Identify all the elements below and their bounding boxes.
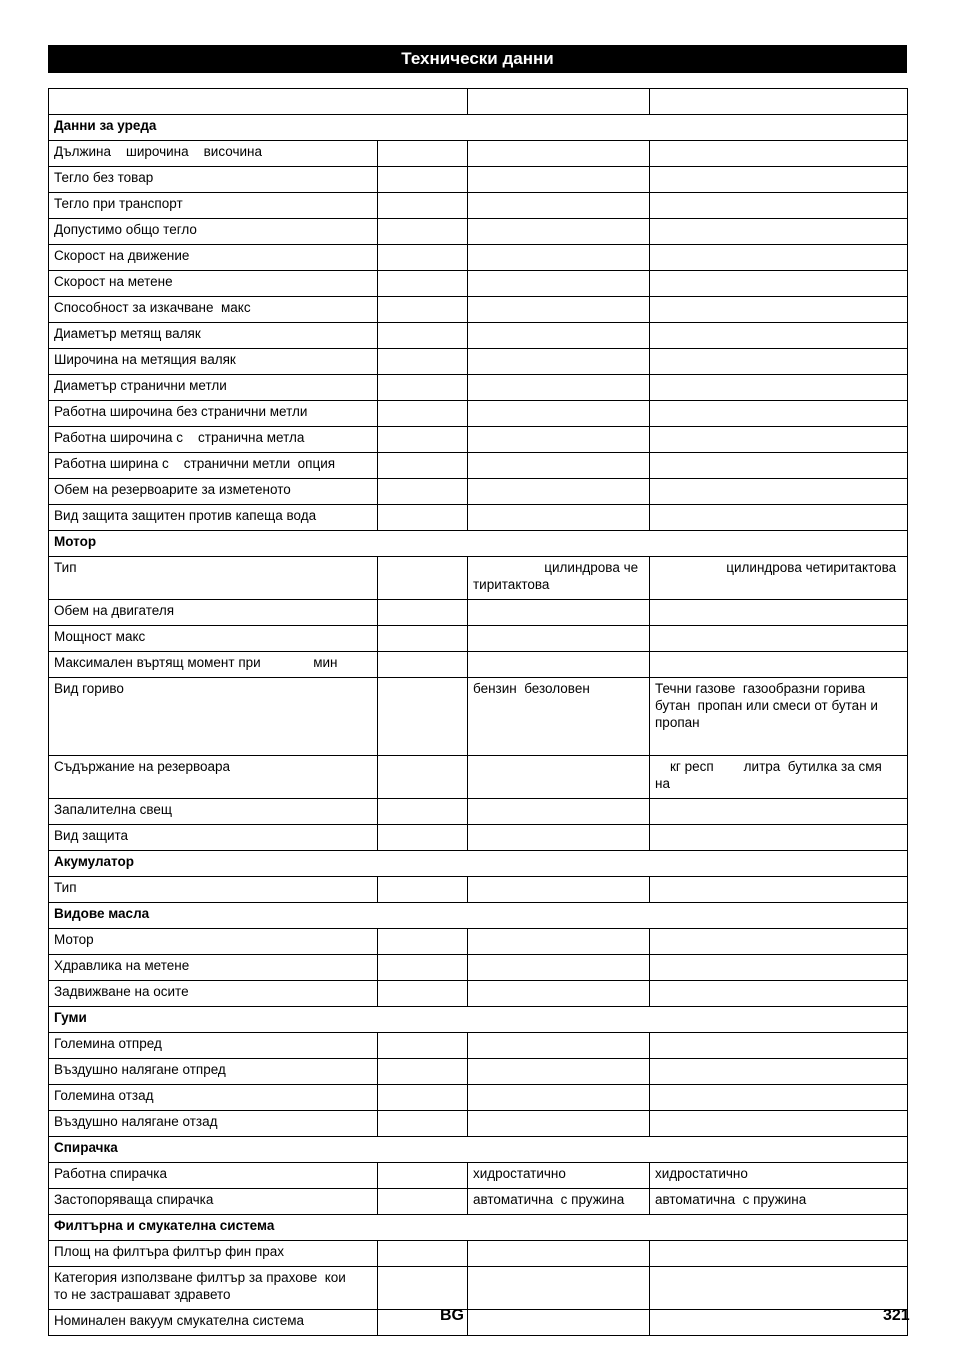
- section-header-row: [49, 1137, 908, 1163]
- spec-value-b: хидростатично: [650, 1163, 908, 1189]
- spec-unit: [378, 219, 468, 245]
- spec-unit: [378, 652, 468, 678]
- spec-value-b: [650, 141, 908, 167]
- spec-unit: [378, 271, 468, 297]
- spec-label: Тегло без товар: [49, 167, 378, 193]
- spec-label: Номинален вакуум смукателна система: [49, 1310, 378, 1336]
- spec-unit: [378, 1189, 468, 1215]
- spec-value-a: автоматична с пружина: [468, 1189, 650, 1215]
- table-row: [49, 626, 908, 652]
- spec-value-a: [468, 929, 650, 955]
- spec-label: Работна широчина с странична метла: [49, 427, 378, 453]
- spec-value-b: Течни газове газообразни горива бутан пропан или смеси от бутан и пропан: [650, 678, 908, 756]
- table-row: [49, 375, 908, 401]
- spec-value-a: [468, 479, 650, 505]
- spec-label: Вид гориво: [49, 678, 378, 756]
- table-row: [49, 505, 908, 531]
- table-row: [49, 1111, 908, 1137]
- spec-unit: [378, 1267, 468, 1310]
- spec-label: Хдравлика на метене: [49, 955, 378, 981]
- spec-value-a: [468, 297, 650, 323]
- spec-label: Големина отпред: [49, 1033, 378, 1059]
- table-row: [49, 193, 908, 219]
- spec-label: Работна широчина без странични метли: [49, 401, 378, 427]
- spec-value-b: [650, 427, 908, 453]
- spec-value-a: [468, 1310, 650, 1336]
- spec-unit: [378, 756, 468, 799]
- spec-value-a: [468, 401, 650, 427]
- spec-value-b: [650, 323, 908, 349]
- spec-label: Големина отзад: [49, 1085, 378, 1111]
- spec-unit: [378, 600, 468, 626]
- spec-label: Мотор: [49, 929, 378, 955]
- technical-data-body: [49, 89, 908, 1336]
- spec-value-b: [650, 219, 908, 245]
- spec-value-b: цилиндрова четиритактова: [650, 557, 908, 600]
- spec-value-b: [650, 652, 908, 678]
- spec-value-a: [468, 955, 650, 981]
- spec-unit: [378, 427, 468, 453]
- section-header-row: [49, 903, 908, 929]
- spec-value-a: [468, 245, 650, 271]
- spec-unit: [378, 401, 468, 427]
- spec-value-a: [468, 1267, 650, 1310]
- spec-label: Скорост на движение: [49, 245, 378, 271]
- spec-label: Работна спирачка: [49, 1163, 378, 1189]
- spec-value-a: [468, 271, 650, 297]
- spec-value-b: [650, 877, 908, 903]
- spec-label: Вид защита: [49, 825, 378, 851]
- table-row: [49, 652, 908, 678]
- spec-value-a: [468, 349, 650, 375]
- spec-label: Съдържание на резервоара: [49, 756, 378, 799]
- spec-value-b: [650, 1059, 908, 1085]
- table-row: [49, 981, 908, 1007]
- table-row: [49, 401, 908, 427]
- spec-label: Вид защита защитен против капеща вода: [49, 505, 378, 531]
- table-row: [49, 141, 908, 167]
- table-row: [49, 557, 908, 600]
- spec-value-a: цилиндрова че тиритактова: [468, 557, 650, 600]
- spec-unit: [378, 375, 468, 401]
- spec-unit: [378, 825, 468, 851]
- spec-label: Въздушно налягане отзад: [49, 1111, 378, 1137]
- language-code: BG: [440, 1307, 464, 1324]
- spec-value-b: [650, 1085, 908, 1111]
- table-row: [49, 349, 908, 375]
- spec-label: Максимален въртящ момент при мин: [49, 652, 378, 678]
- table-row: [49, 1085, 908, 1111]
- spec-unit: [378, 877, 468, 903]
- table-row: [49, 929, 908, 955]
- spec-value-b: кг респ литра бутилка за смя на: [650, 756, 908, 799]
- spec-unit: [378, 626, 468, 652]
- spec-value-a: [468, 427, 650, 453]
- spec-value-b: [650, 1267, 908, 1310]
- spec-label: Площ на филтъра филтър фин прах: [49, 1241, 378, 1267]
- spec-unit: [378, 557, 468, 600]
- spec-unit: [378, 799, 468, 825]
- spec-unit: [378, 678, 468, 756]
- spec-label: Обем на резервоарите за изметеното: [49, 479, 378, 505]
- spec-unit: [378, 453, 468, 479]
- spec-value-a: [468, 626, 650, 652]
- spec-value-b: [650, 626, 908, 652]
- spec-value-a: [468, 600, 650, 626]
- section-title: Данни за уреда: [49, 115, 908, 141]
- spec-value-a: [468, 756, 650, 799]
- spec-value-b: [650, 375, 908, 401]
- spec-label: Допустимо общо тегло: [49, 219, 378, 245]
- spec-value-b: [650, 825, 908, 851]
- spec-value-b: [650, 245, 908, 271]
- spec-unit: [378, 297, 468, 323]
- spec-label: Дължина широчина височина: [49, 141, 378, 167]
- spec-value-b: [650, 479, 908, 505]
- spec-value-a: [468, 1241, 650, 1267]
- table-row: [49, 1059, 908, 1085]
- spec-label: Широчина на метящия валяк: [49, 349, 378, 375]
- spec-value-b: [650, 453, 908, 479]
- spec-unit: [378, 479, 468, 505]
- spec-value-b: [650, 929, 908, 955]
- spec-unit: [378, 141, 468, 167]
- page-number: 321: [883, 1307, 910, 1324]
- table-row: [49, 1241, 908, 1267]
- section-title: Видове масла: [49, 903, 908, 929]
- header-cell: [468, 89, 650, 115]
- table-row: [49, 1267, 908, 1310]
- spec-unit: [378, 1163, 468, 1189]
- spec-value-a: [468, 453, 650, 479]
- spec-value-a: бензин безоловен: [468, 678, 650, 756]
- section-title: Акумулатор: [49, 851, 908, 877]
- section-header-row: [49, 1007, 908, 1033]
- spec-value-a: [468, 981, 650, 1007]
- spec-unit: [378, 1033, 468, 1059]
- technical-data-table: [48, 88, 908, 1336]
- spec-value-a: [468, 193, 650, 219]
- table-row: [49, 453, 908, 479]
- spec-value-b: [650, 271, 908, 297]
- spec-label: Работна ширина с странични метли опция: [49, 453, 378, 479]
- spec-unit: [378, 245, 468, 271]
- spec-value-a: [468, 1085, 650, 1111]
- spec-value-a: [468, 141, 650, 167]
- spec-value-b: [650, 981, 908, 1007]
- spec-unit: [378, 167, 468, 193]
- spec-unit: [378, 349, 468, 375]
- spec-value-a: [468, 652, 650, 678]
- spec-value-a: [468, 1033, 650, 1059]
- spec-value-b: [650, 505, 908, 531]
- spec-label: Тип: [49, 877, 378, 903]
- page-title: Технически данни: [48, 45, 907, 73]
- spec-label: Задвижване на осите: [49, 981, 378, 1007]
- spec-value-b: [650, 349, 908, 375]
- spec-label: Застопоряваща спирачка: [49, 1189, 378, 1215]
- table-row: [49, 479, 908, 505]
- section-title: Гуми: [49, 1007, 908, 1033]
- section-title: Мотор: [49, 531, 908, 557]
- spec-unit: [378, 505, 468, 531]
- header-cell: [650, 89, 908, 115]
- spec-label: Способност за изкачване макс: [49, 297, 378, 323]
- spec-value-b: [650, 1033, 908, 1059]
- spec-label: Категория използване филтър за прахове кои то не застрашават здравето: [49, 1267, 378, 1310]
- section-title: Спирачка: [49, 1137, 908, 1163]
- spec-value-a: [468, 877, 650, 903]
- table-row: [49, 600, 908, 626]
- spec-unit: [378, 981, 468, 1007]
- spec-label: Обем на двигателя: [49, 600, 378, 626]
- spec-label: Мощност макс: [49, 626, 378, 652]
- spec-unit: [378, 323, 468, 349]
- spec-value-a: [468, 1111, 650, 1137]
- table-row: [49, 167, 908, 193]
- section-header-row: [49, 851, 908, 877]
- spec-label: Въздушно налягане отпред: [49, 1059, 378, 1085]
- spec-unit: [378, 193, 468, 219]
- spec-unit: [378, 1085, 468, 1111]
- spec-value-a: хидростатично: [468, 1163, 650, 1189]
- spec-label: Диаметър странични метли: [49, 375, 378, 401]
- table-row: [49, 825, 908, 851]
- spec-unit: [378, 1059, 468, 1085]
- table-row: [49, 297, 908, 323]
- spec-value-b: [650, 799, 908, 825]
- spec-value-b: [650, 1111, 908, 1137]
- spec-value-a: [468, 825, 650, 851]
- spec-unit: [378, 955, 468, 981]
- spec-value-b: [650, 600, 908, 626]
- spec-label: Скорост на метене: [49, 271, 378, 297]
- spec-value-b: [650, 297, 908, 323]
- spec-label: Диаметър метящ валяк: [49, 323, 378, 349]
- table-row: [49, 955, 908, 981]
- section-header-row: [49, 115, 908, 141]
- spec-unit: [378, 1241, 468, 1267]
- table-row: [49, 427, 908, 453]
- spec-value-a: [468, 323, 650, 349]
- table-row: [49, 1033, 908, 1059]
- spec-value-a: [468, 167, 650, 193]
- spec-value-a: [468, 219, 650, 245]
- spec-value-a: [468, 375, 650, 401]
- spec-label: Тип: [49, 557, 378, 600]
- table-row: [49, 678, 908, 756]
- spec-value-b: [650, 1241, 908, 1267]
- header-cell: [49, 89, 468, 115]
- spec-value-b: [650, 401, 908, 427]
- table-row: [49, 756, 908, 799]
- table-row: [49, 1189, 908, 1215]
- section-title: Филтърна и смукателна система: [49, 1215, 908, 1241]
- spec-label: Тегло при транспорт: [49, 193, 378, 219]
- spec-value-b: автоматична с пружина: [650, 1189, 908, 1215]
- table-row: [49, 219, 908, 245]
- table-header-row: [49, 89, 908, 115]
- section-header-row: [49, 531, 908, 557]
- table-row: [49, 323, 908, 349]
- table-row: [49, 799, 908, 825]
- spec-value-b: [650, 955, 908, 981]
- spec-value-b: [650, 167, 908, 193]
- spec-unit: [378, 929, 468, 955]
- spec-value-b: [650, 1310, 908, 1336]
- table-row: [49, 877, 908, 903]
- spec-value-a: [468, 799, 650, 825]
- spec-value-a: [468, 505, 650, 531]
- table-row: [49, 271, 908, 297]
- spec-value-a: [468, 1059, 650, 1085]
- spec-unit: [378, 1111, 468, 1137]
- table-row: [49, 245, 908, 271]
- section-header-row: [49, 1215, 908, 1241]
- spec-label: Запалителна свещ: [49, 799, 378, 825]
- table-row: [49, 1163, 908, 1189]
- table-row: [49, 1310, 908, 1336]
- spec-value-b: [650, 193, 908, 219]
